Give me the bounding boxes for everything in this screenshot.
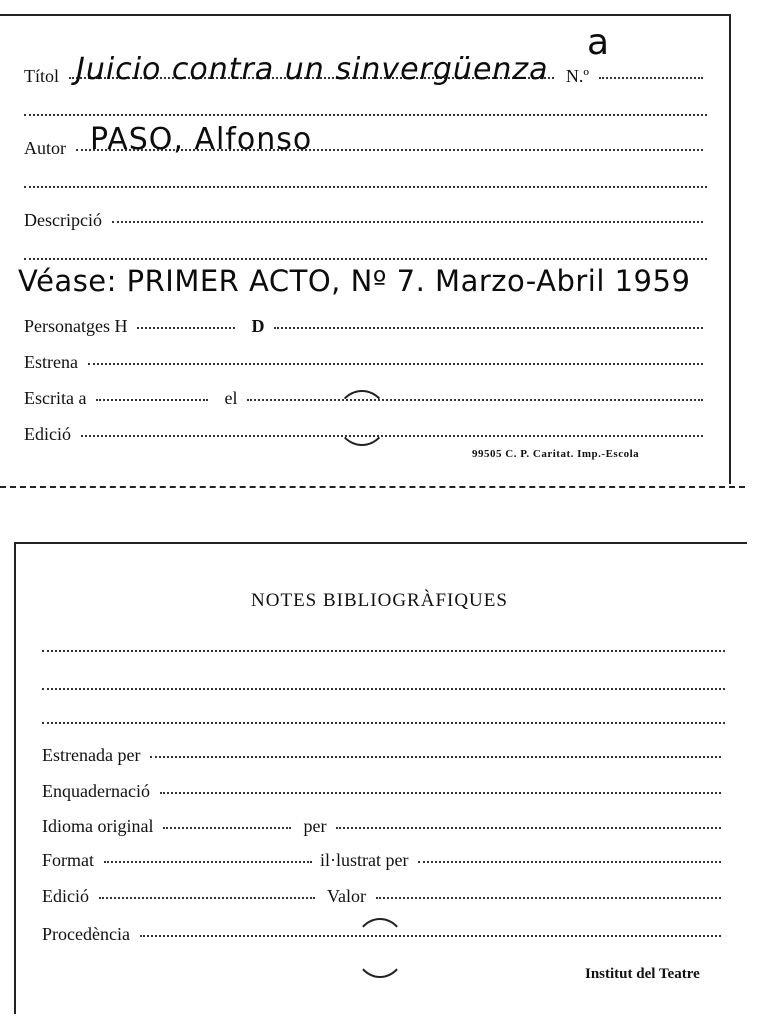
printer-imprint: 99505 C. P. Caritat. Imp.-Escola [472,448,640,460]
notes-bibliografiques-heading: NOTES BIBLIOGRÀFIQUES [251,590,508,611]
personatges-h-dotted-line [137,327,235,329]
format-label: Format [42,850,94,870]
titol-handwritten-value: Juicio contra un sinvergüenza [76,52,549,87]
estrena-row [24,352,707,373]
personatges-d-dotted-line [274,327,703,329]
descripcio-dotted-line [112,221,703,223]
notes-line-1 [42,650,725,652]
titol-label: Títol [24,66,59,86]
edicio-back-row [42,886,725,907]
edicio-back-dotted-line [99,897,315,899]
card-number-handwritten: a [587,22,611,63]
no-label: N.º [565,66,589,86]
descripcio-row [24,210,707,231]
titol-continuation-line [24,114,707,116]
escrita-dotted-line [96,399,208,401]
escrita-label: Escrita a [24,388,87,408]
estrena-label: Estrena [24,352,78,372]
estrenada-row [42,745,725,766]
format-row [42,850,725,871]
notes-line-3 [42,722,725,724]
idioma-label: Idioma original [42,816,154,836]
valor-label: Valor [327,886,366,906]
el-dotted-line [247,399,703,401]
personatges-row [24,316,707,337]
per-dotted-line [336,827,721,829]
idioma-dotted-line [163,827,291,829]
enquadernacio-label: Enquadernació [42,781,150,801]
d-label: D [251,316,265,336]
estrenada-label: Estrenada per [42,745,141,765]
illustrat-dotted-line [418,861,721,863]
punch-hole-front [336,390,388,446]
procedencia-dotted-line [140,935,721,937]
idioma-row [42,816,725,837]
format-dotted-line [104,861,312,863]
el-label: el [224,388,238,408]
edicio-back-label: Edició [42,886,89,906]
edicio-dotted-line [81,435,703,437]
descripcio-continuation-line [24,258,707,260]
autor-label: Autor [24,138,66,158]
punch-hole-back [354,918,406,978]
no-dotted-line [599,77,703,79]
enquadernacio-row [42,781,725,802]
catalog-card-front [0,0,759,500]
edicio-label: Edició [24,424,71,444]
estrenada-dotted-line [150,756,721,758]
autor-continuation-line [24,186,707,188]
institut-del-teatre-footer: Institut del Teatre [585,966,700,982]
estrena-dotted-line [88,363,703,365]
valor-dotted-line [376,897,721,899]
descripcio-handwritten-value: Véase: PRIMER ACTO, Nº 7. Marzo-Abril 1959 [18,264,691,298]
autor-handwritten-value: PASO, Alfonso [90,122,313,157]
descripcio-label: Descripció [24,210,102,230]
illustrat-label: il·lustrat per [320,850,409,870]
personatges-label: Personatges H [24,316,128,336]
enquadernacio-dotted-line [160,792,721,794]
notes-line-2 [42,688,725,690]
procedencia-label: Procedència [42,924,130,944]
card-front-bottom-edge [0,486,745,488]
per-label: per [303,816,327,836]
